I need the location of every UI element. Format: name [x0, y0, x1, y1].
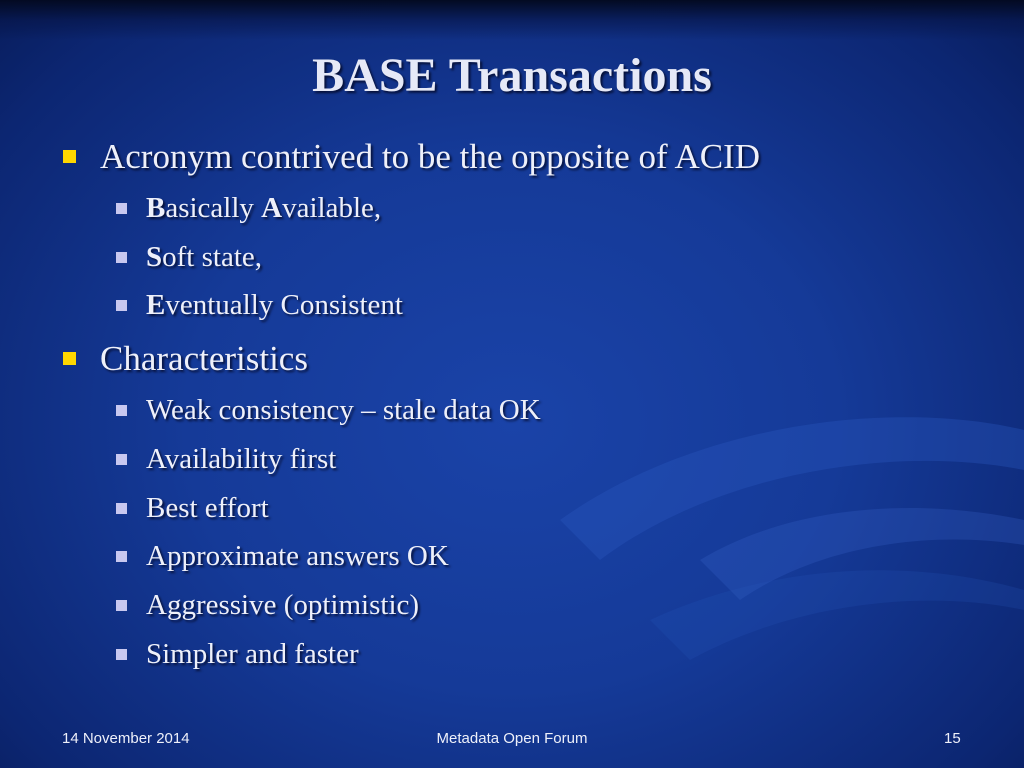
sub-bullet-eventually-consistent — [146, 288, 403, 322]
sub-bullet-square-icon — [116, 300, 127, 311]
bold-letter: E — [146, 289, 166, 321]
bullet-rest: asically — [165, 192, 262, 224]
sub-bullet-square-icon — [116, 252, 127, 263]
sub-bullet-simpler-faster: Simpler and faster — [146, 638, 359, 670]
sub-bullet-square-icon — [116, 649, 127, 660]
bold-letter: B — [146, 192, 166, 224]
sub-bullet-square-icon — [116, 600, 127, 611]
sub-bullet-aggressive: Aggressive (optimistic) — [146, 589, 420, 621]
sub-bullet-soft-state — [146, 240, 262, 274]
slide-title: BASE Transactions — [312, 49, 712, 102]
sub-bullet-best-effort: Best effort — [146, 492, 269, 524]
bullet-rest: vailable, — [282, 192, 382, 224]
sub-bullet-square-icon — [116, 454, 127, 465]
bold-letter: S — [146, 241, 163, 273]
sub-bullet-weak-consistency: Weak consistency – stale data OK — [146, 394, 541, 426]
bold-letter: A — [261, 192, 283, 224]
footer-date: 14 November 2014 — [62, 730, 190, 747]
sub-bullet-availability-first: Availability first — [146, 443, 337, 475]
sub-bullet-square-icon — [116, 405, 127, 416]
bullet-rest: oft state, — [162, 241, 262, 273]
bullet-square-icon — [63, 150, 76, 163]
footer-page-number: 15 — [944, 730, 961, 747]
bullet-rest: ventually Consistent — [165, 289, 403, 321]
sub-bullet-square-icon — [116, 503, 127, 514]
sub-bullet-square-icon — [116, 203, 127, 214]
sub-bullet-square-icon — [116, 551, 127, 562]
bullet-square-icon — [63, 352, 76, 365]
sub-bullet-approximate-answers: Approximate answers OK — [146, 540, 449, 572]
bullet-acronym: Acronym contrived to be the opposite of ACID — [100, 137, 761, 176]
sub-bullet-basically-available — [146, 191, 381, 225]
footer-title: Metadata Open Forum — [436, 730, 588, 747]
bullet-characteristics: Characteristics — [100, 339, 308, 378]
